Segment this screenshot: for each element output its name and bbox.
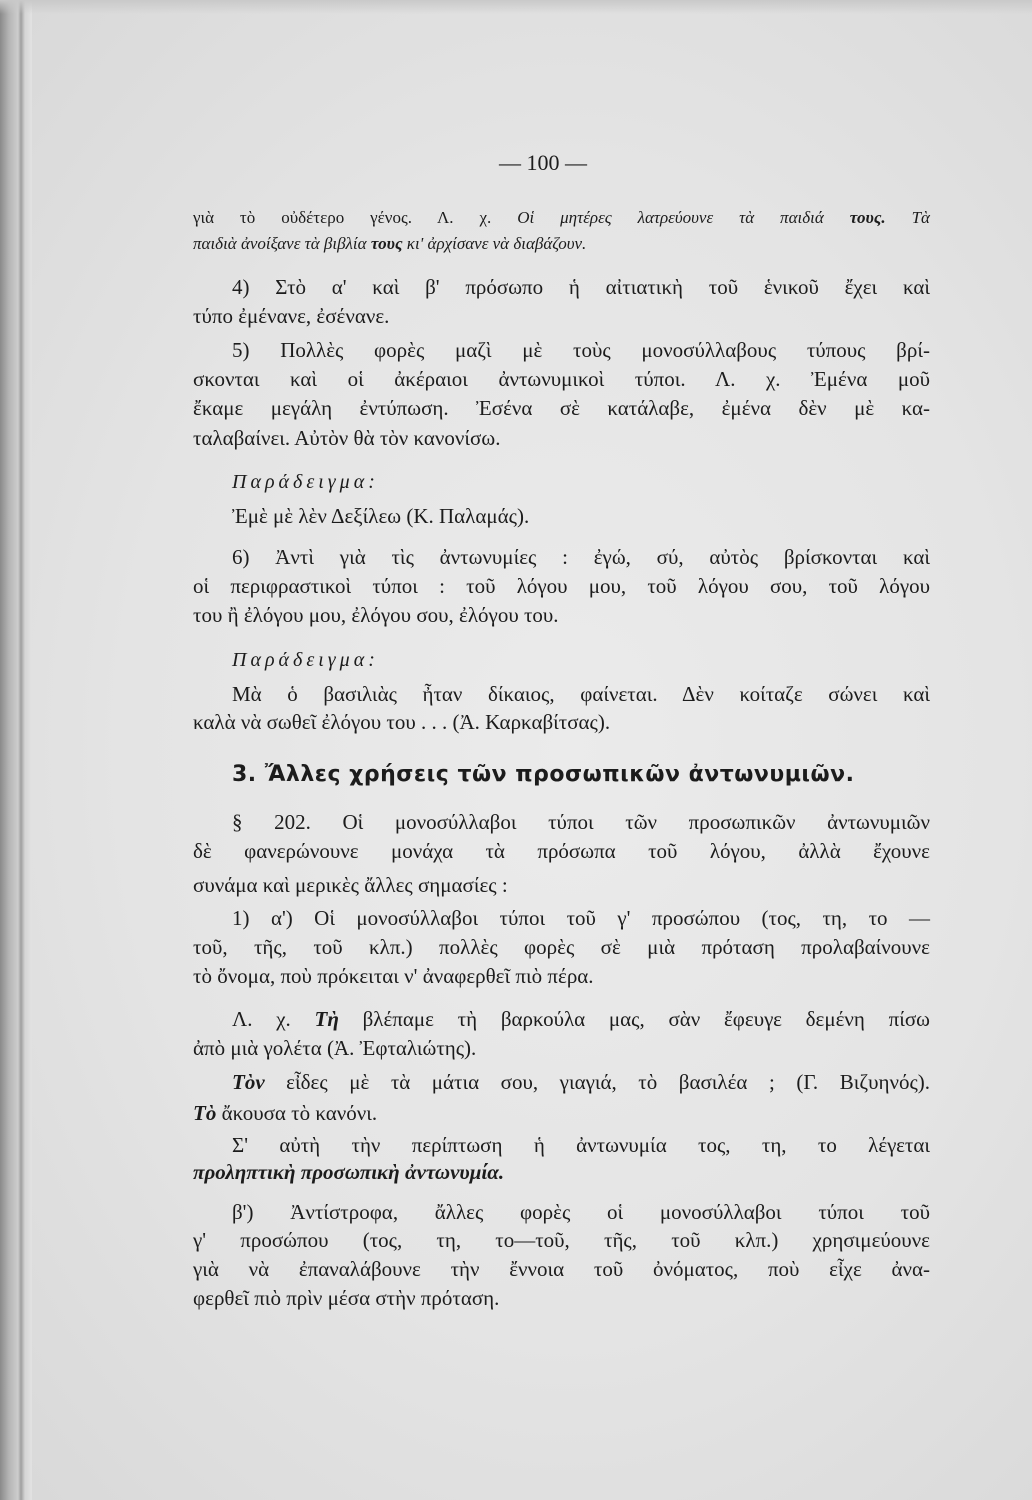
note-line-1 bbox=[193, 205, 930, 231]
example-label: Παράδειγμα: bbox=[232, 471, 379, 493]
example-text: Ἐμὲ μὲ λὲν Δεξίλεω (Κ. Παλαμάς). bbox=[232, 504, 530, 528]
rule-1b-line: γιὰ νὰ ἐπαναλάβουνε τὴν ἔννοια τοῦ ὀνόματος, ποὺ εἶχε ἀνα- bbox=[193, 1257, 930, 1281]
rule-1a-example-line bbox=[193, 1004, 930, 1034]
rule-1b-line: γ' προσώπου (τος, τη, το—τοῦ, τῆς, τοῦ κλπ.) χρησιμεύουνε bbox=[193, 1228, 930, 1252]
item-5-line: σκονται καὶ οἱ ἀκέραιοι ἀντωνυμικοὶ τύποι. Λ. χ. Ἐμένα μοῦ bbox=[193, 367, 930, 391]
note-italic-text: Οἱ μητέρες λατρεύουνε τὰ παιδιά bbox=[517, 208, 850, 227]
example-rest: βλέπαμε τὴ βαρκούλα μας, σὰν ἔφευγε δεμένη πίσω bbox=[338, 1007, 930, 1031]
note-italic-text: παιδιὰ ἀνοίξανε τὰ βιβλία bbox=[193, 234, 371, 253]
item-5-line: ταλαβαίνει. Αὐτὸν θὰ τὸν κανονίσω. bbox=[193, 426, 501, 450]
example-prefix: Λ. χ. bbox=[232, 1007, 315, 1031]
defined-term: προληπτικὴ προσωπικὴ ἀντωνυμία. bbox=[193, 1160, 505, 1184]
item-5-line: ἔκαμε μεγάλη ἐντύπωση. Ἐσένα σὲ κατάλαβε, ἐμένα δὲν μὲ κα- bbox=[193, 396, 930, 420]
page-top-edge bbox=[0, 0, 1032, 14]
binding-shadow bbox=[0, 0, 32, 1500]
item-5-line: 5) Πολλὲς φορὲς μαζὶ μὲ τοὺς μονοσύλλαβους τύπους βρί- bbox=[232, 338, 930, 362]
example-label: Παράδειγμα: bbox=[232, 649, 379, 671]
rule-1a-quote-line bbox=[193, 1067, 930, 1097]
quote-rest: εἶδες μὲ τὰ μάτια σου, γιαγιά, τὸ βασιλέα ; (Γ. Βιζυηνός). bbox=[264, 1070, 930, 1094]
example-text: Μὰ ὁ βασιλιὰς ἦταν δίκαιος, φαίνεται. Δὲν κοίταζε σώνει καὶ bbox=[232, 682, 930, 706]
rule-1a-example-line: ἀπὸ μιὰ γολέτα (Ἀ. Ἐφταλιώτης). bbox=[193, 1036, 477, 1060]
emphasized-pronoun: Τὸ bbox=[193, 1101, 217, 1125]
rule-1a-quote-line bbox=[193, 1098, 930, 1128]
item-6-line: οἱ περιφραστικοὶ τύποι : τοῦ λόγου μου, τοῦ λόγου σου, τοῦ λόγου bbox=[193, 574, 930, 598]
note-bold-text: τους bbox=[370, 234, 403, 253]
section-202-line: § 202. Οἱ μονοσύλλαβοι τύποι τῶν προσωπικῶν ἀντωνυμιῶν bbox=[232, 810, 930, 834]
emphasized-pronoun: Τὸν bbox=[232, 1070, 265, 1094]
emphasized-pronoun: Τὴ bbox=[314, 1007, 339, 1031]
rule-1b-line: φερθεῖ πιὸ πρὶν μέσα στὴν πρόταση. bbox=[193, 1286, 500, 1310]
section-202-line: συνάμα καὶ μερικὲς ἄλλες σημασίες : bbox=[193, 873, 508, 897]
note-line-2 bbox=[193, 231, 930, 257]
rule-1a-line: τοῦ, τῆς, τοῦ κλπ.) πολλὲς φορὲς σὲ μιὰ πρόταση προλαβαίνουνε bbox=[193, 935, 930, 959]
note-bold-text: τους. bbox=[849, 208, 886, 227]
rule-1b-line: β') Ἀντίστροφα, ἄλλες φορὲς οἱ μονοσύλλαβοι τύποι τοῦ bbox=[232, 1200, 930, 1224]
term-note-line: Σ' αὐτὴ τὴν περίπτωση ἡ ἀντωνυμία τος, τη, το λέγεται bbox=[232, 1133, 930, 1157]
item-4-line: 4) Στὸ α' καὶ β' πρόσωπο ἡ αἰτιατικὴ τοῦ ἑνικοῦ ἔχει καὶ bbox=[232, 275, 930, 299]
note-italic-text: κι' ἀρχίσανε νὰ διαβάζουν. bbox=[402, 234, 587, 253]
quote-rest: ἄκουσα τὸ κανόνι. bbox=[216, 1101, 378, 1125]
page-number: — 100 — bbox=[499, 150, 587, 175]
example-text: καλὰ νὰ σωθεῖ ἐλόγου του . . . (Ἀ. Καρκαβίτσας). bbox=[193, 710, 611, 734]
item-6-line: του ἢ ἐλόγου μου, ἐλόγου σου, ἐλόγου του. bbox=[193, 603, 559, 627]
item-6-line: 6) Ἀντὶ γιὰ τὶς ἀντωνυμίες : ἐγώ, σύ, αὐτὸς βρίσκονται καὶ bbox=[232, 545, 930, 569]
section-202-line: δὲ φανερώνουνε μονάχα τὰ πρόσωπα τοῦ λόγου, ἀλλὰ ἔχουνε bbox=[193, 839, 930, 863]
rule-1a-line: τὸ ὄνομα, ποὺ πρόκειται ν' ἀναφερθεῖ πιὸ πέρα. bbox=[193, 964, 594, 988]
section-heading: 3. Ἄλλες χρήσεις τῶν προσωπικῶν ἀντωνυμιῶν. bbox=[232, 762, 855, 787]
note-roman-text: γιὰ τὸ οὐδέτερο γένος. Λ. χ. bbox=[193, 208, 518, 227]
term-note-line bbox=[193, 1157, 930, 1187]
item-4-line: τύπο ἐμένανε, ἐσένανε. bbox=[193, 304, 390, 328]
note-italic-text: Τὰ bbox=[885, 208, 930, 227]
rule-1a-line: 1) α') Οἱ μονοσύλλαβοι τύποι τοῦ γ' προσώπου (τος, τη, το — bbox=[232, 906, 930, 930]
